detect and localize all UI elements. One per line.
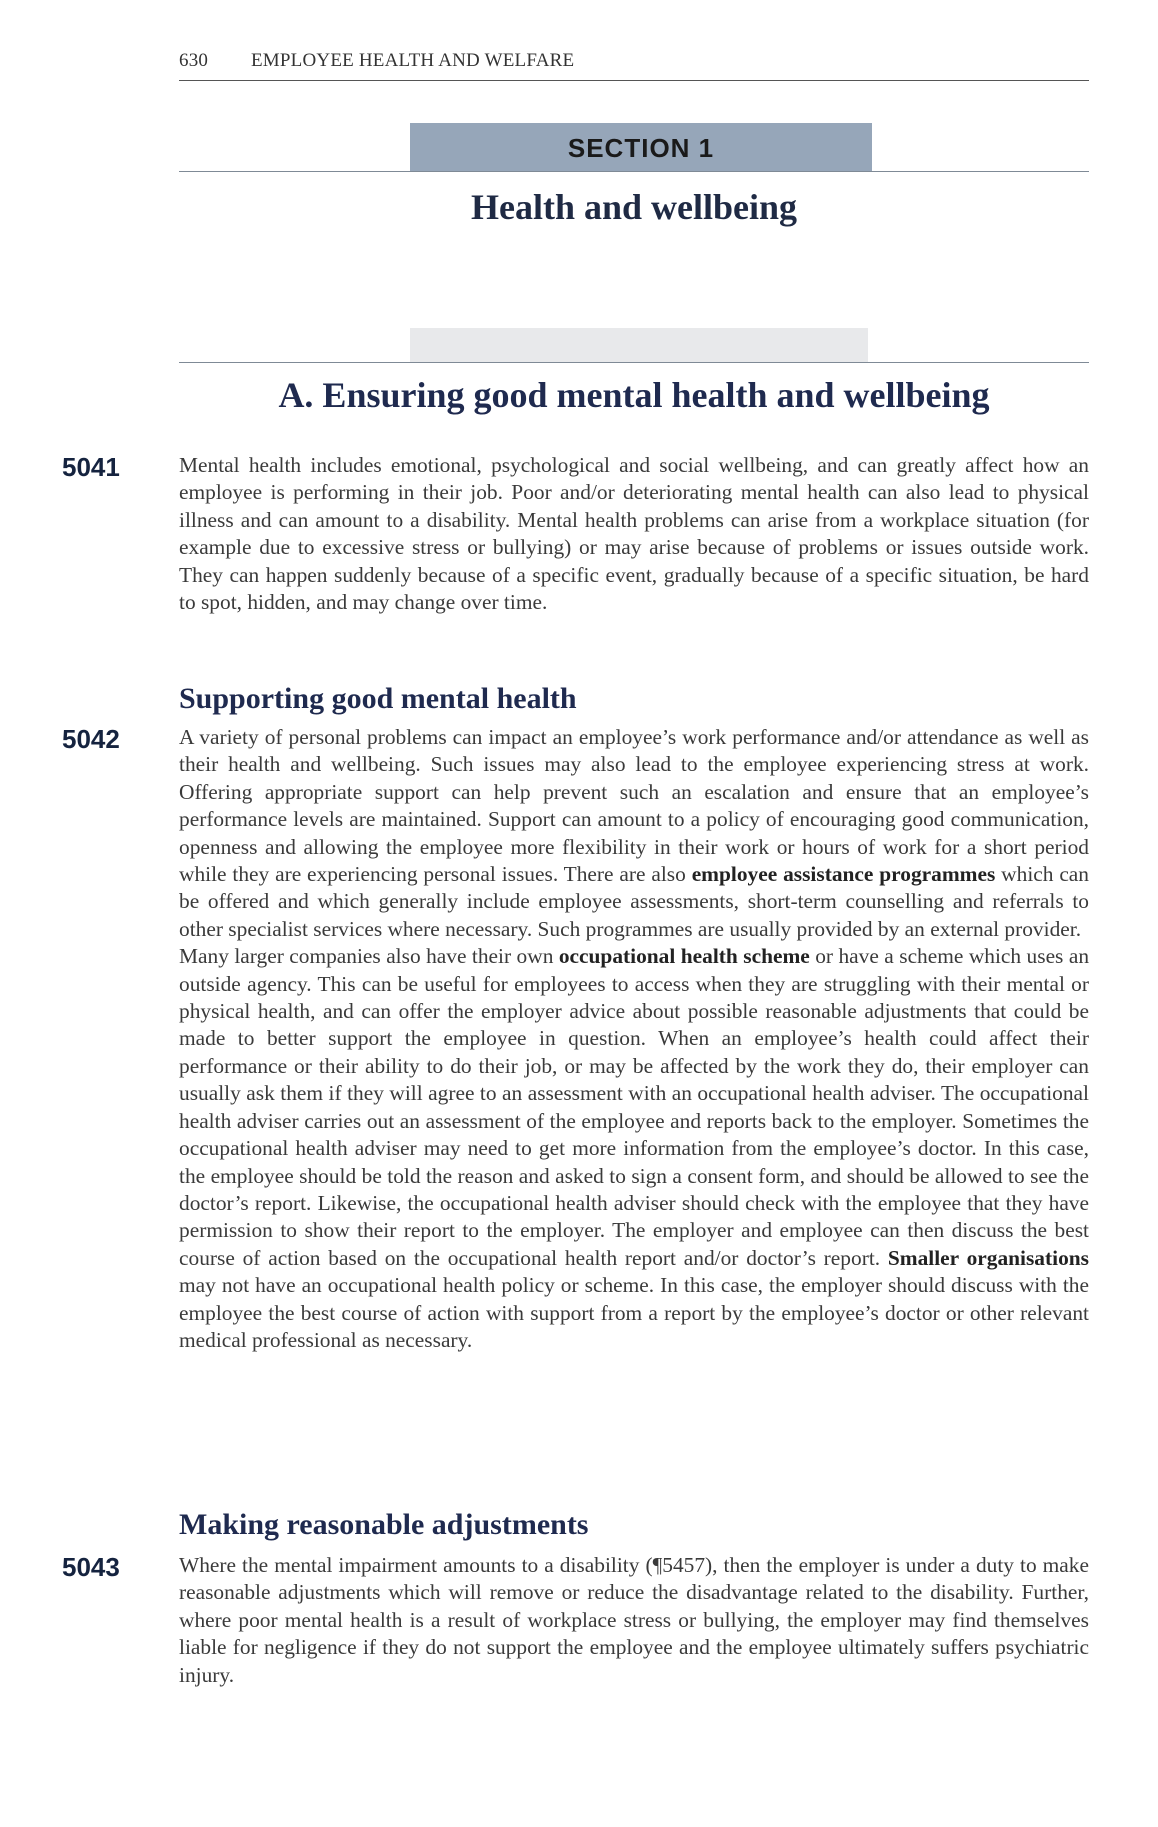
paragraph-5041 [179,452,1089,616]
paragraph-number-5042: 5042 [62,724,120,754]
page-number: 630 [179,50,209,71]
paragraph-5043 [179,1552,1089,1689]
subsection-title: A. Ensuring good mental health and wellbeing [278,375,990,415]
paragraph-number-5043: 5043 [62,1552,120,1582]
subsection-band [410,328,868,362]
text-run: A variety of personal problems can impact an employee’s work performance and/or attendance as well as their health and wellbeing. Such issues may also lead to the employee experiencing stress at work. Offering appropriate support can help prevent such an escalation and ensure that an employee’s performance levels are maintained. Support can amount to a policy of encouraging good communication, openness and allowing the employee more flexibility in their work or hours of work for a short period while they are experiencing personal issues. There are also [179,725,1089,887]
paragraph-5041-text: Mental health includes emotional, psychological and social wellbeing, and can greatly affect how an employee is performing in their job. Poor and/or deteriorating mental health can also lead to physical illness and can amount to a disability. Mental health problems can arise from a workplace situation (for example due to excessive stress or bullying) or may arise because of problems or issues outside work. They can happen suddenly because of a specific event, gradually because of a specific situation, be hard to spot, hidden, and may change over time. [179,453,1089,615]
text-run: or have a scheme which uses an outside agency. This can be useful for employees to access when they are struggling with their mental or physical health, and can offer the employer advice about possible reasonable adjustments that could be made to better support the employee in question. When an employee’s health could affect their performance or their ability to do their job, or may be affected by the work they do, their employer can usually ask them if they will agree to an assessment with an occupational health adviser. The occupational health adviser carries out an assessment of the employee and reports back to the employer. Sometimes the occupational health adviser may need to get more information from the employee’s doctor. In this case, the employee should be told the reason and asked to sign a consent form, and should be allowed to see the doctor’s report. Likewise, the occupational health adviser should check with the employee that they have permission to show their report to the employer. The employer and employee can then discuss the best course of action based on the occupational health report and/or doctor’s report. [179,944,1090,1270]
bold-term: employee assistance programmes [691,862,996,887]
header-divider [179,80,1089,81]
paragraph-5042-second [179,943,1089,1354]
chapter-title: EMPLOYEE HEALTH AND WELFARE [251,50,575,71]
bold-term: Smaller organisations [887,1245,1089,1270]
text-run: may not have an occupational health policy or scheme. In this case, the employer should discuss with the employee the best course of action with support from a report by the employee’s doctor or other relevant medical professional as necessary. [179,1273,1089,1352]
paragraph-5042-first [179,724,1089,943]
heading-reasonable-adjustments: Making reasonable adjustments [179,1508,589,1541]
subsection-divider [179,362,1089,363]
running-head [179,50,1089,72]
section-divider [179,171,1089,172]
paragraph-5042 [179,724,1089,1354]
section-title: Health and wellbeing [470,187,798,227]
paragraph-5043-text: Where the mental impairment amounts to a disability (¶5457), then the employer is under a duty to make reasonable adjustments which will remove or reduce the disadvantage related to the disability. Further, where poor mental health is a result of workplace stress or bullying, the employer may find themselves liable for negligence if they do not support the employee and the employee ultimately suffers psychiatric injury. [179,1553,1089,1687]
text-run: Many larger companies also have their own [179,944,559,969]
paragraph-number-5041: 5041 [62,452,120,482]
heading-supporting-mental-health: Supporting good mental health [179,682,577,715]
section-label: SECTION 1 [567,133,715,163]
text-run: which can be offered and which generally include employee assessments, short-term counselling and referrals to other specialist services where necessary. Such programmes are usually provided by an external provider. [179,862,1090,941]
bold-term: occupational health scheme [558,944,810,969]
